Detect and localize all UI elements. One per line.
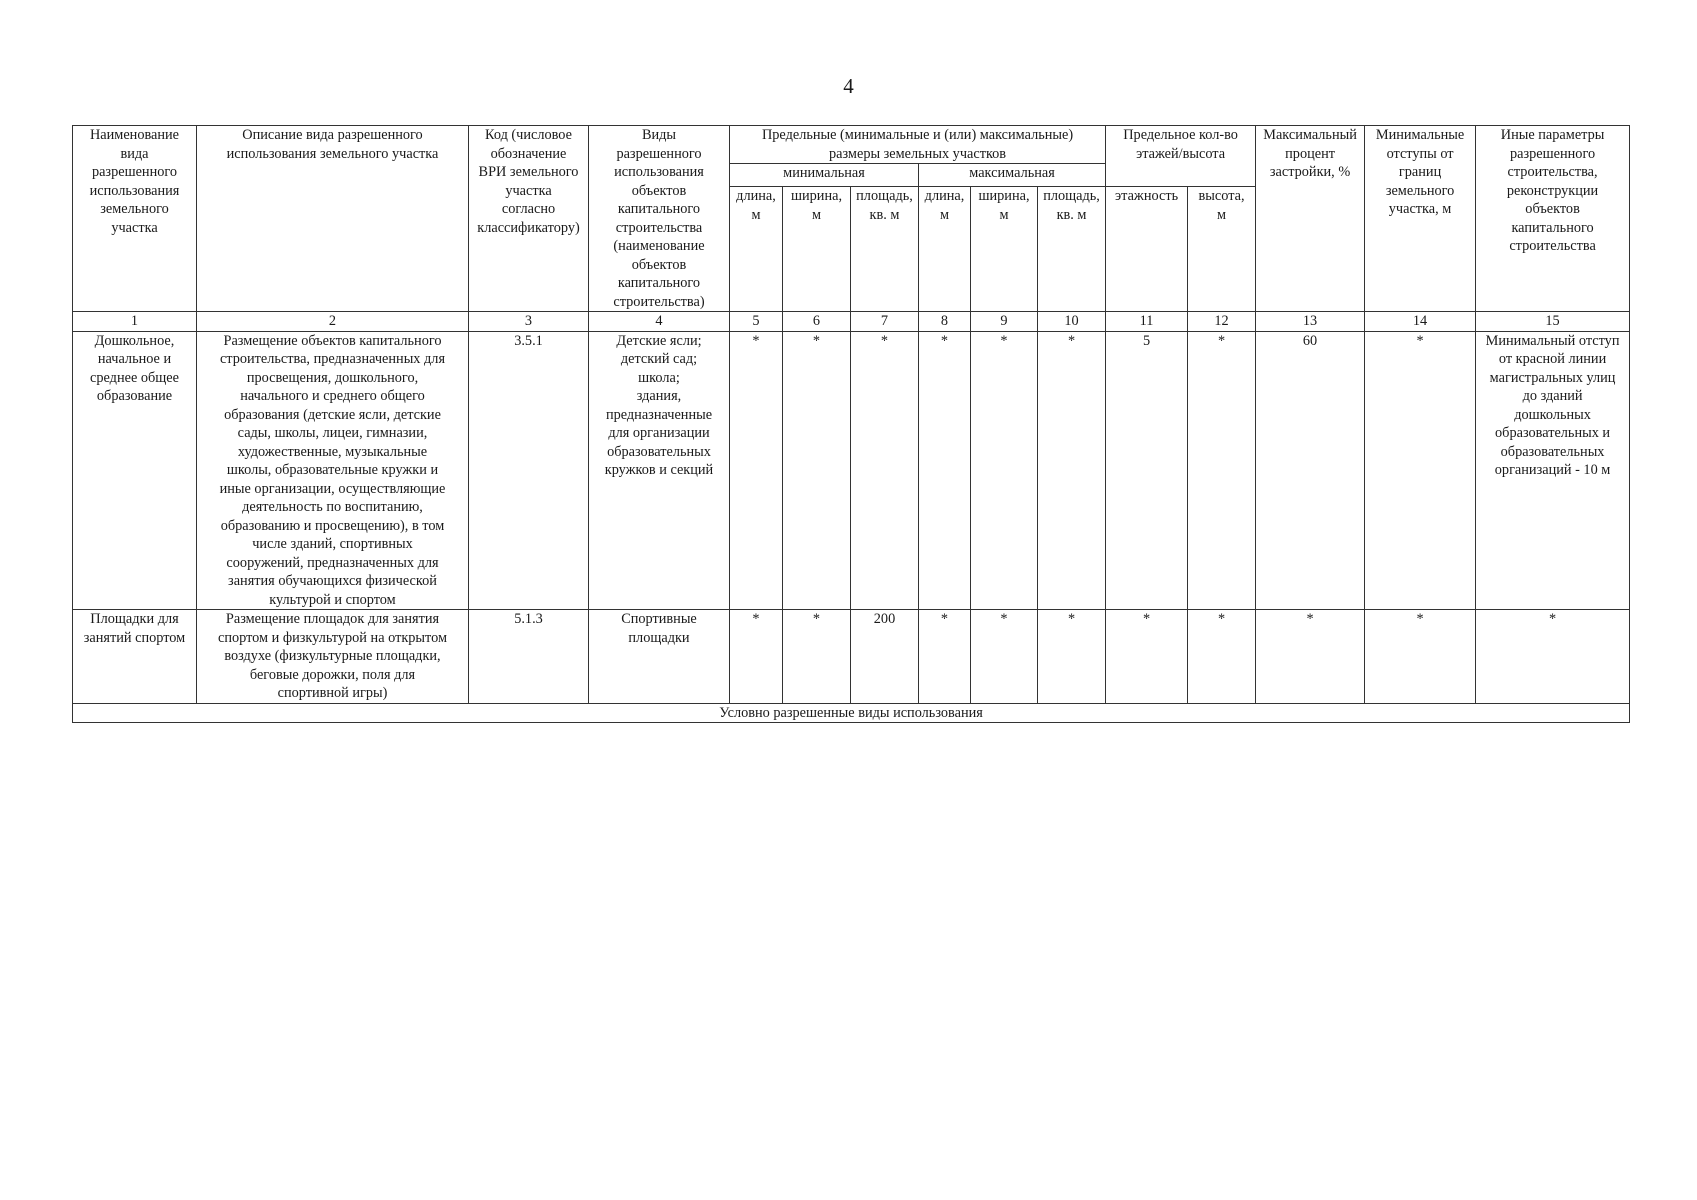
header-min-area: площадь, кв. м: [851, 187, 919, 312]
column-number: 11: [1106, 312, 1188, 332]
column-number: 14: [1365, 312, 1476, 332]
header-row: [73, 126, 1630, 164]
column-number: 2: [197, 312, 469, 332]
cell-objects: Спортивные площадки: [589, 610, 730, 704]
cell-other: *: [1476, 610, 1630, 704]
land-use-regulations-table: [72, 125, 1630, 723]
cell-description: Размещение объектов капитального строительства, предназначенных для просвещения, дошкольного, начального и среднего общего образования (детские ясли, детские сады, школы, лицеи, гимназии, художественные, музыкальные школы, образовательные кружки и иные организации, осуществляющие деятельность по воспитанию, образованию и просвещению), в том числе зданий, спортивных сооружений, предназначенных для занятия обучающихся физической культурой и спортом: [197, 331, 469, 610]
cell-min-area: 200: [851, 610, 919, 704]
cell-height: *: [1188, 610, 1256, 704]
cell-code: 3.5.1: [469, 331, 589, 610]
cell-height: *: [1188, 331, 1256, 610]
header-floors: этажность: [1106, 187, 1188, 312]
cell-min-length: *: [730, 610, 783, 704]
header-min-group: минимальная: [730, 164, 919, 187]
header-floors-group: Предельное кол-во этажей/высота: [1106, 126, 1256, 187]
cell-objects: Детские ясли; детский сад; школа; здания, предназначенные для организации образовательных кружков и секций: [589, 331, 730, 610]
cell-min-width: *: [783, 331, 851, 610]
cell-max-width: *: [971, 610, 1038, 704]
header-max-width: ширина, м: [971, 187, 1038, 312]
cell-coverage: *: [1256, 610, 1365, 704]
column-number: 7: [851, 312, 919, 332]
header-sizes-group: Предельные (минимальные и (или) максимальные) размеры земельных участков: [730, 126, 1106, 164]
cell-setbacks: *: [1365, 610, 1476, 704]
header-min-length: длина, м: [730, 187, 783, 312]
cell-min-area: *: [851, 331, 919, 610]
cell-name: Площадки для занятий спортом: [73, 610, 197, 704]
header-other: Иные параметры разрешенного строительства, реконструкции объектов капитального строительства: [1476, 126, 1630, 312]
cell-floors: 5: [1106, 331, 1188, 610]
header-min-width: ширина, м: [783, 187, 851, 312]
column-number: 6: [783, 312, 851, 332]
header-max-length: длина, м: [919, 187, 971, 312]
column-number: 15: [1476, 312, 1630, 332]
cell-max-area: *: [1038, 610, 1106, 704]
cell-max-area: *: [1038, 331, 1106, 610]
header-code: Код (числовое обозначение ВРИ земельного участка согласно классификатору): [469, 126, 589, 312]
column-number: 9: [971, 312, 1038, 332]
cell-code: 5.1.3: [469, 610, 589, 704]
section-footer: Условно разрешенные виды использования: [73, 703, 1630, 723]
cell-setbacks: *: [1365, 331, 1476, 610]
column-number: 13: [1256, 312, 1365, 332]
cell-floors: *: [1106, 610, 1188, 704]
cell-min-length: *: [730, 331, 783, 610]
cell-max-length: *: [919, 610, 971, 704]
cell-name: Дошкольное, начальное и среднее общее образование: [73, 331, 197, 610]
header-coverage: Максимальный процент застройки, %: [1256, 126, 1365, 312]
column-number: 4: [589, 312, 730, 332]
header-max-group: максимальная: [919, 164, 1106, 187]
cell-coverage: 60: [1256, 331, 1365, 610]
column-number-row: [73, 312, 1630, 332]
page-number: 4: [843, 74, 854, 98]
cell-other: Минимальный отступ от красной линии магистральных улиц до зданий дошкольных образовательных и образовательных организаций - 10 м: [1476, 331, 1630, 610]
column-number: 3: [469, 312, 589, 332]
header-name: Наименование вида разрешенного использования земельного участка: [73, 126, 197, 312]
header-height: высота, м: [1188, 187, 1256, 312]
header-objects: Виды разрешенного использования объектов капитального строительства (наименование объектов капитального строительства): [589, 126, 730, 312]
column-number: 1: [73, 312, 197, 332]
table-row: [73, 331, 1630, 610]
section-footer-row: [73, 703, 1630, 723]
header-max-area: площадь, кв. м: [1038, 187, 1106, 312]
cell-description: Размещение площадок для занятия спортом и физкультурой на открытом воздухе (физкультурные площадки, беговые дорожки, поля для спортивной игры): [197, 610, 469, 704]
column-number: 8: [919, 312, 971, 332]
header-description: Описание вида разрешенного использования земельного участка: [197, 126, 469, 312]
cell-min-width: *: [783, 610, 851, 704]
column-number: 12: [1188, 312, 1256, 332]
cell-max-width: *: [971, 331, 1038, 610]
cell-max-length: *: [919, 331, 971, 610]
header-setbacks: Минимальные отступы от границ земельного участка, м: [1365, 126, 1476, 312]
column-number: 10: [1038, 312, 1106, 332]
table-row: [73, 610, 1630, 704]
column-number: 5: [730, 312, 783, 332]
